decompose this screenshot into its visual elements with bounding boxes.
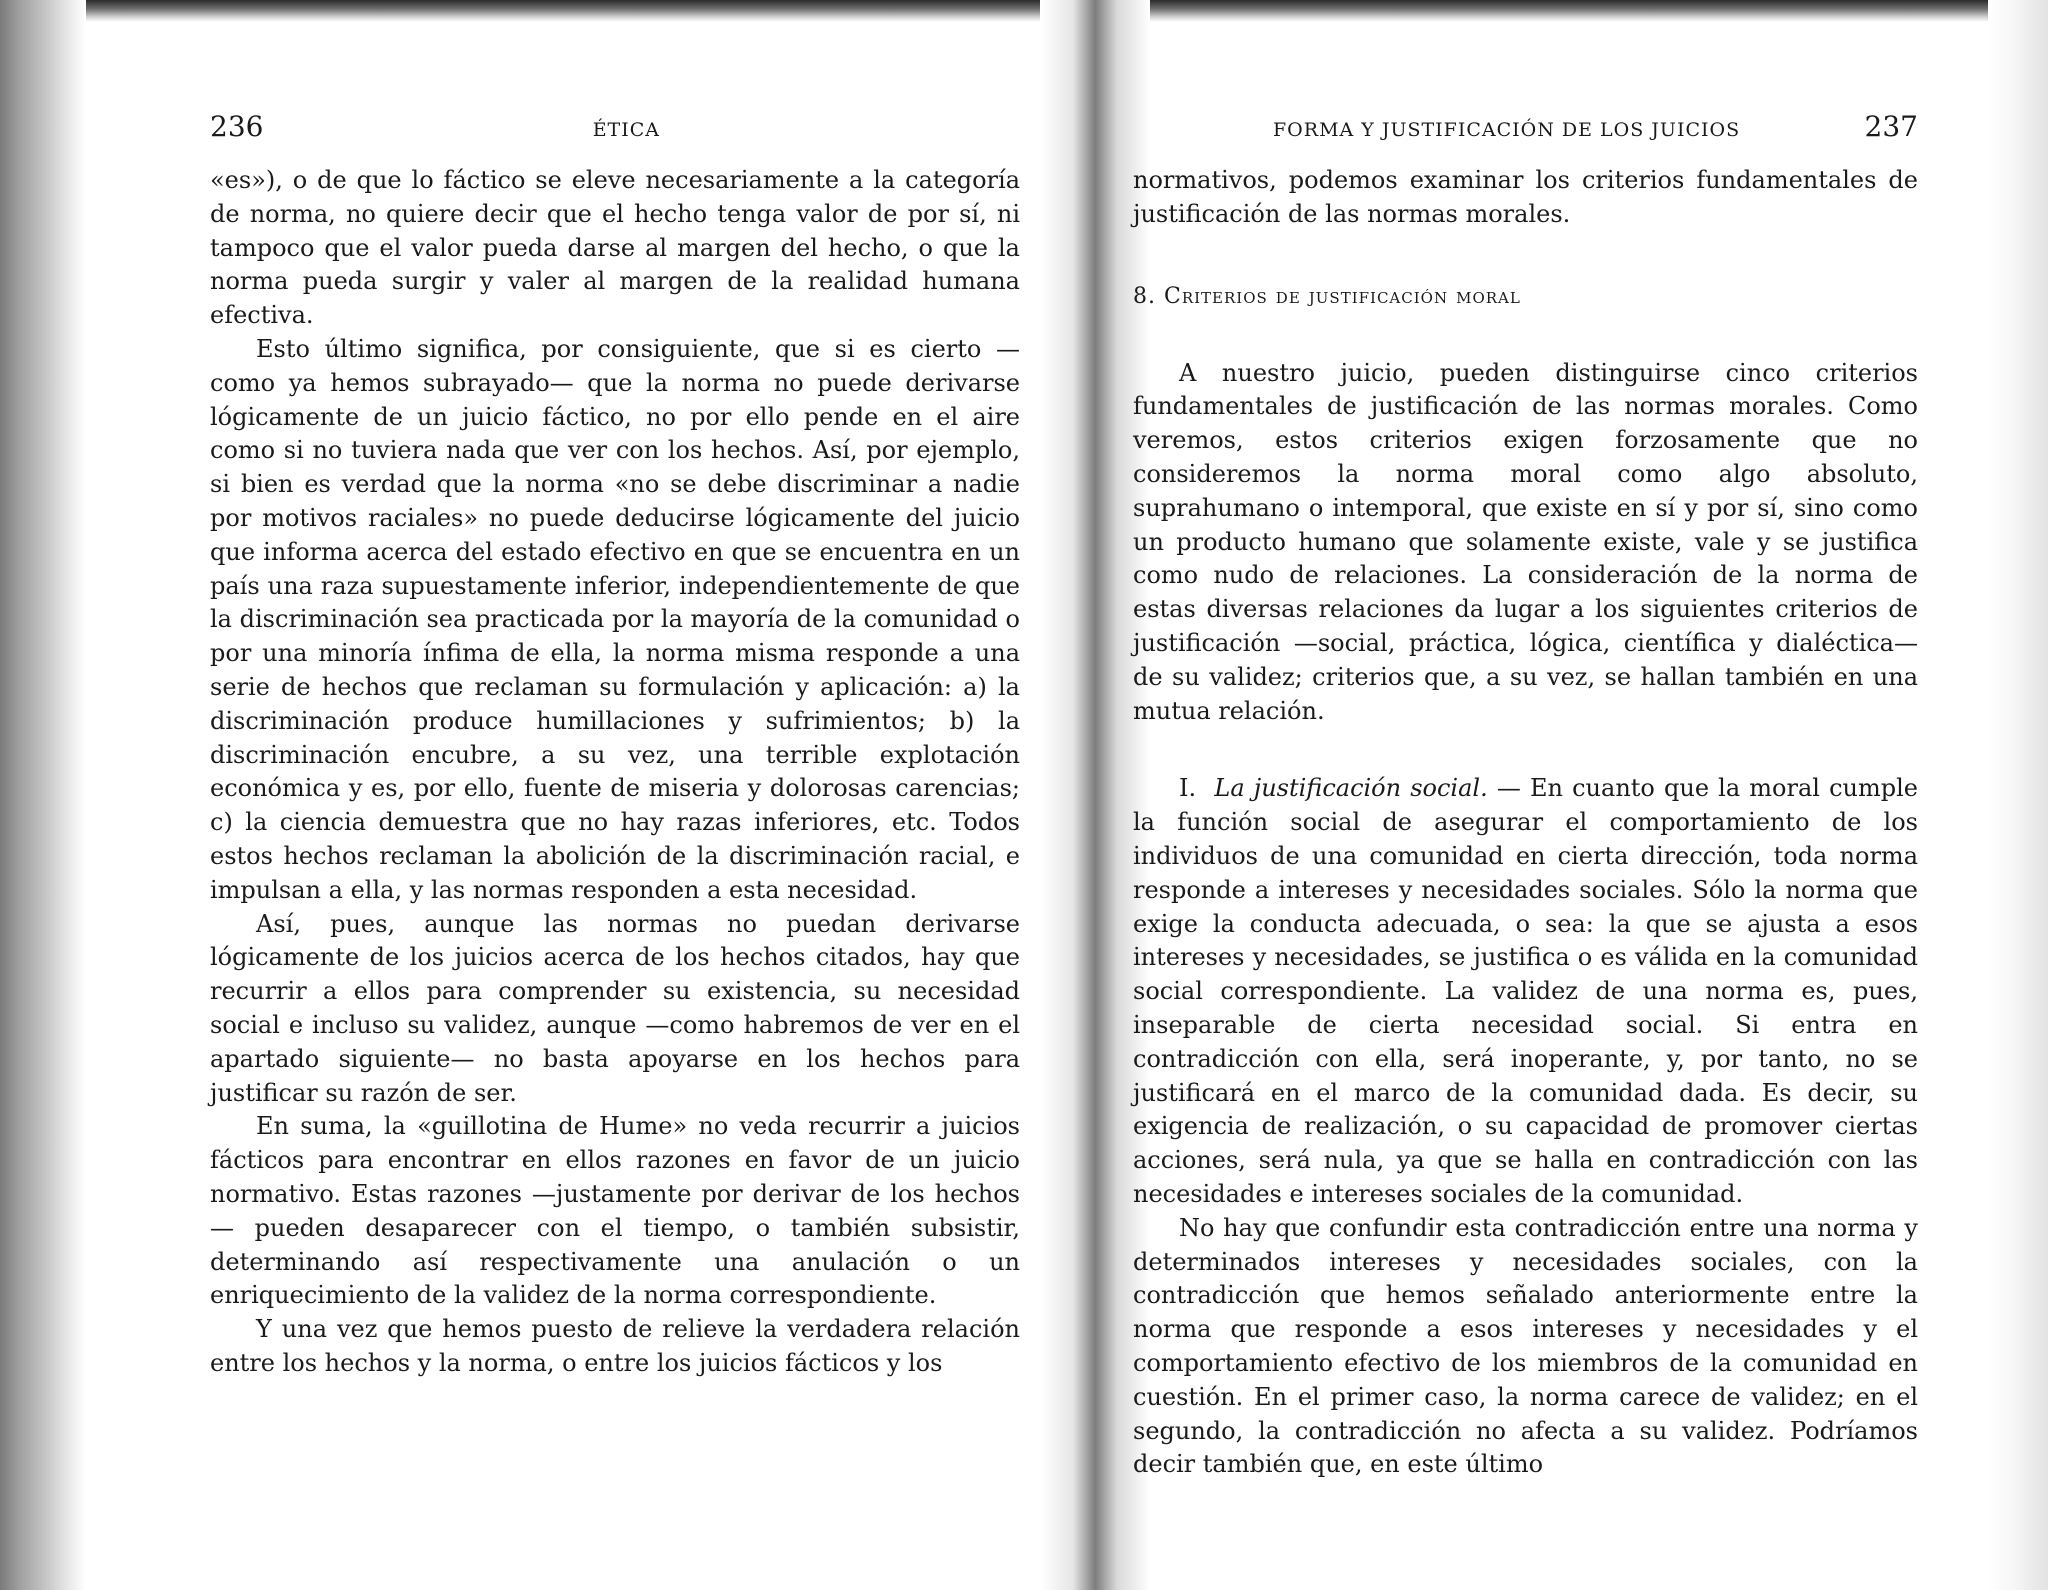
right-page-number: 237 — [1864, 110, 1918, 143]
right-page — [1133, 110, 1918, 1482]
left-page — [210, 110, 1020, 1381]
left-running-title: ÉTICA — [592, 119, 660, 141]
left-page-body — [210, 164, 1020, 1381]
subsection-paragraph — [1133, 772, 1918, 1211]
paragraph: A nuestro juicio, pueden distinguirse cinco criterios fundamentales de justificación de las normas morales. Como veremos, estos criterios exigen forzosamente que no consideremos la norma moral como algo absoluto, suprahumano o intemporal, que existe en sí y por sí, sino como un producto humano que solamente existe, vale y se justifica como nudo de relaciones. La consideración de la norma de estas diversas relaciones da lugar a los siguientes criterios de justificación —social, práctica, lógica, científica y dialéctica— de su validez; criterios que, a su vez, se hallan también en una mutua relación. — [1133, 358, 1918, 725]
paragraph: Así, pues, aunque las normas no puedan derivarse lógicamente de los juicios acerca de los hechos citados, hay que recurrir a ellos para comprender su existencia, su necesidad social e incluso su validez, aunque —como habremos de ver en el apartado siguiente— no basta apoyarse en los hechos para justificar su razón de ser. — [210, 909, 1020, 1107]
page-edge-right — [1988, 0, 2048, 1590]
right-running-title: FORMA Y JUSTIFICACIÓN DE LOS JUICIOS — [1273, 119, 1741, 141]
left-page-number: 236 — [210, 110, 264, 143]
subsection-number: I. — [1179, 774, 1197, 803]
paragraph: normativos, podemos examinar los criterios fundamentales de justificación de las normas morales. — [1133, 166, 1918, 228]
paragraph: Esto último significa, por consiguiente, que si es cierto —como ya hemos subrayado— que la norma no puede derivarse lógicamente de un juicio fáctico, no por ello pende en el aire como si no tuviera nada que ver con los hechos. Así, por ejemplo, si bien es verdad que la norma «no se debe discriminar a nadie por motivos raciales» no puede deducirse lógicamente del juicio que informa acerca del estado efectivo en que se encuentra en un país una raza supuestamente inferior, independientemente de que la discriminación sea practicada por la mayoría de la comunidad o por una minoría ínfima de ella, la norma misma responde a una serie de hechos que reclaman su formulación y aplicación: a) la discriminación produce humillaciones y sufrimientos; b) la discriminación encubre, a su vez, una terrible explotación económica y es, por ello, fuente de miseria y dolorosas carencias; c) la ciencia demuestra que no hay razas inferiores, etc. Todos estos hechos reclaman la abolición de la discriminación racial, e impulsan a ella, y las normas responden a esta necesidad. — [210, 334, 1020, 904]
section-heading — [1133, 284, 1918, 309]
paragraph: En suma, la «guillotina de Hume» no veda recurrir a juicios fácticos para encontrar en ellos razones en favor de un juicio normativo. Estas razones —justamente por derivar de los hechos— pueden desaparecer con el tiempo, o también subsistir, determinando así respectivamente una anulación o un enriquecimiento de la validez de la norma correspondiente. — [210, 1112, 1020, 1310]
section-number: 8. — [1133, 283, 1156, 309]
right-page-body — [1133, 164, 1918, 1482]
right-running-head — [1133, 110, 1918, 150]
subsection-text: — En cuanto que la moral cumple la función social de asegurar el comportamiento de los individuos de una comunidad en cierta dirección, toda norma responde a intereses y necesidades sociales. Sólo la norma que exige la conducta adecuada, o sea: la que se ajusta a esos intereses y necesidades, se justifica o es válida en la comunidad social correspondiente. La validez de una norma es, pues, inseparable de cierta necesidad social. Si entra en contradicción con ella, será inoperante, y, por tanto, no se justificará en el marco de la comunidad dada. Es decir, su exigencia de realización, o su capacidad de promover ciertas acciones, será nula, ya que se halla en contradicción con las necesidades e intereses sociales de la comunidad. — [1133, 774, 1918, 1208]
paragraph: «es»), o de que lo fáctico se eleve necesariamente a la categoría de norma, no quiere decir que el hecho tenga valor de por sí, ni tampoco que el valor pueda darse al margen del hecho, o que la norma pueda surgir y valer al margen de la realidad humana efectiva. — [210, 166, 1020, 330]
left-running-head — [210, 110, 1020, 150]
section-title: Criterios de justificación moral — [1164, 283, 1521, 309]
paragraph: No hay que confundir esta contradicción entre una norma y determinados intereses y necesidades sociales, con la contradicción que hemos señalado anteriormente entre la norma que responde a esos intereses y necesidades y el comportamiento efectivo de los miembros de la comunidad en cuestión. En el primer caso, la norma carece de validez; en el segundo, la contradicción no afecta a su validez. Podríamos decir también que, en este último — [1133, 1213, 1918, 1479]
scan-shadow-top — [0, 0, 2048, 22]
page-edge-left — [0, 0, 86, 1590]
spacer — [1133, 728, 1918, 772]
subsection-title: La justificación social. — [1214, 774, 1488, 803]
paragraph: Y una vez que hemos puesto de relieve la verdadera relación entre los hechos y la norma, o entre los juicios fácticos y los — [210, 1315, 1020, 1377]
